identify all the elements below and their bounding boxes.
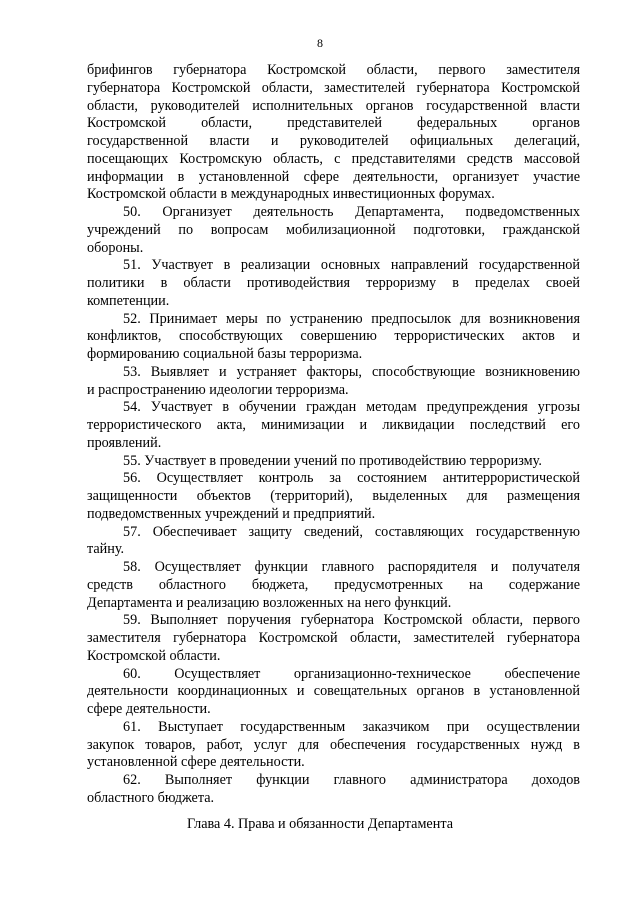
text-line: тайну. (87, 541, 125, 558)
text-line: установленной сфере деятельности. (87, 754, 305, 771)
text-line: губернатора Костромской области, заместителей губернатора Костромской (87, 79, 580, 96)
text-line: 56. Осуществляет контроль за состоянием антитеррористической (123, 470, 580, 487)
text-line: 62. Выполняет функции главного администратора доходов (123, 772, 580, 788)
text-line: Костромской области. (87, 647, 221, 664)
text-line: террористического акта, минимизации и ликвидации последствий его (87, 417, 580, 433)
text-line: закупок товаров, работ, услуг для обеспечения государственных нужд в (87, 736, 580, 753)
text-line: 51. Участвует в реализации основных направлений государственной (123, 257, 580, 274)
chapter-heading: Глава 4. Права и обязанности Департамента (187, 816, 453, 832)
text-line: 54. Участвует в обучении граждан методам предупреждения угрозы (123, 399, 580, 416)
text-line: 59. Выполняет поручения губернатора Костромской области, первого (123, 612, 580, 629)
text-line: и распространению идеологии терроризма. (87, 381, 349, 398)
text-line: подведомственных учреждений и предприятий. (87, 505, 376, 522)
text-line: заместителя губернатора Костромской области, заместителей губернатора (87, 630, 580, 646)
body-text (87, 62, 580, 808)
text-line: 53. Выявляет и устраняет факторы, способствующие возникновению (123, 363, 580, 380)
text-line: государственной власти и руководителей официальных делегаций, (87, 133, 580, 149)
text-line: 60. Осуществляет организационно-техническое обеспечение (123, 665, 580, 682)
text-line: деятельности координационных и совещательных органов в установленной (87, 683, 580, 700)
text-line: формированию социальной базы терроризма. (87, 346, 363, 362)
text-line: проявлений. (87, 434, 162, 451)
text-line: брифингов губернатора Костромской области, первого заместителя (87, 62, 580, 78)
text-line: учреждений по вопросам мобилизационной подготовки, гражданской (87, 221, 580, 238)
text-line: области, руководителей исполнительных органов государственной власти (87, 97, 580, 114)
text-line: защищенности объектов (территорий), выделенных для размещения (87, 488, 580, 504)
text-line: 50. Организует деятельность Департамента, подведомственных (123, 204, 580, 220)
text-line: 57. Обеспечивает защиту сведений, составляющих государственную (123, 523, 580, 540)
text-line: 58. Осуществляет функции главного распорядителя и получателя (123, 559, 580, 575)
text-line: информации в установленной сфере деятельности, организует участие (87, 168, 580, 185)
text-line: обороны. (87, 239, 144, 256)
text-line: 55. Участвует в проведении учений по противодействию терроризму. (123, 452, 542, 469)
page-number: 8 (317, 36, 323, 50)
text-line: 61. Выступает государственным заказчиком при осуществлении (123, 718, 580, 735)
text-line: средств областного бюджета, предусмотренных на содержание (87, 576, 580, 593)
text-line: посещающих Костромскую область, с представителями средств массовой (87, 150, 580, 167)
text-line: Костромской области, представителей федеральных органов (87, 115, 580, 132)
text-line: конфликтов, способствующих совершению террористических актов и (87, 328, 580, 345)
text-line: областного бюджета. (87, 789, 215, 806)
text-line: Департамента и реализацию возложенных на него функций. (87, 594, 452, 611)
text-line: компетенции. (87, 292, 170, 309)
text-line: Костромской области в международных инвестиционных форумах. (87, 186, 495, 203)
text-line: сфере деятельности. (87, 701, 211, 717)
text-line: политики в области противодействия терроризму в пределах своей (87, 275, 580, 291)
text-line: 52. Принимает меры по устранению предпосылок для возникновения (123, 310, 580, 327)
